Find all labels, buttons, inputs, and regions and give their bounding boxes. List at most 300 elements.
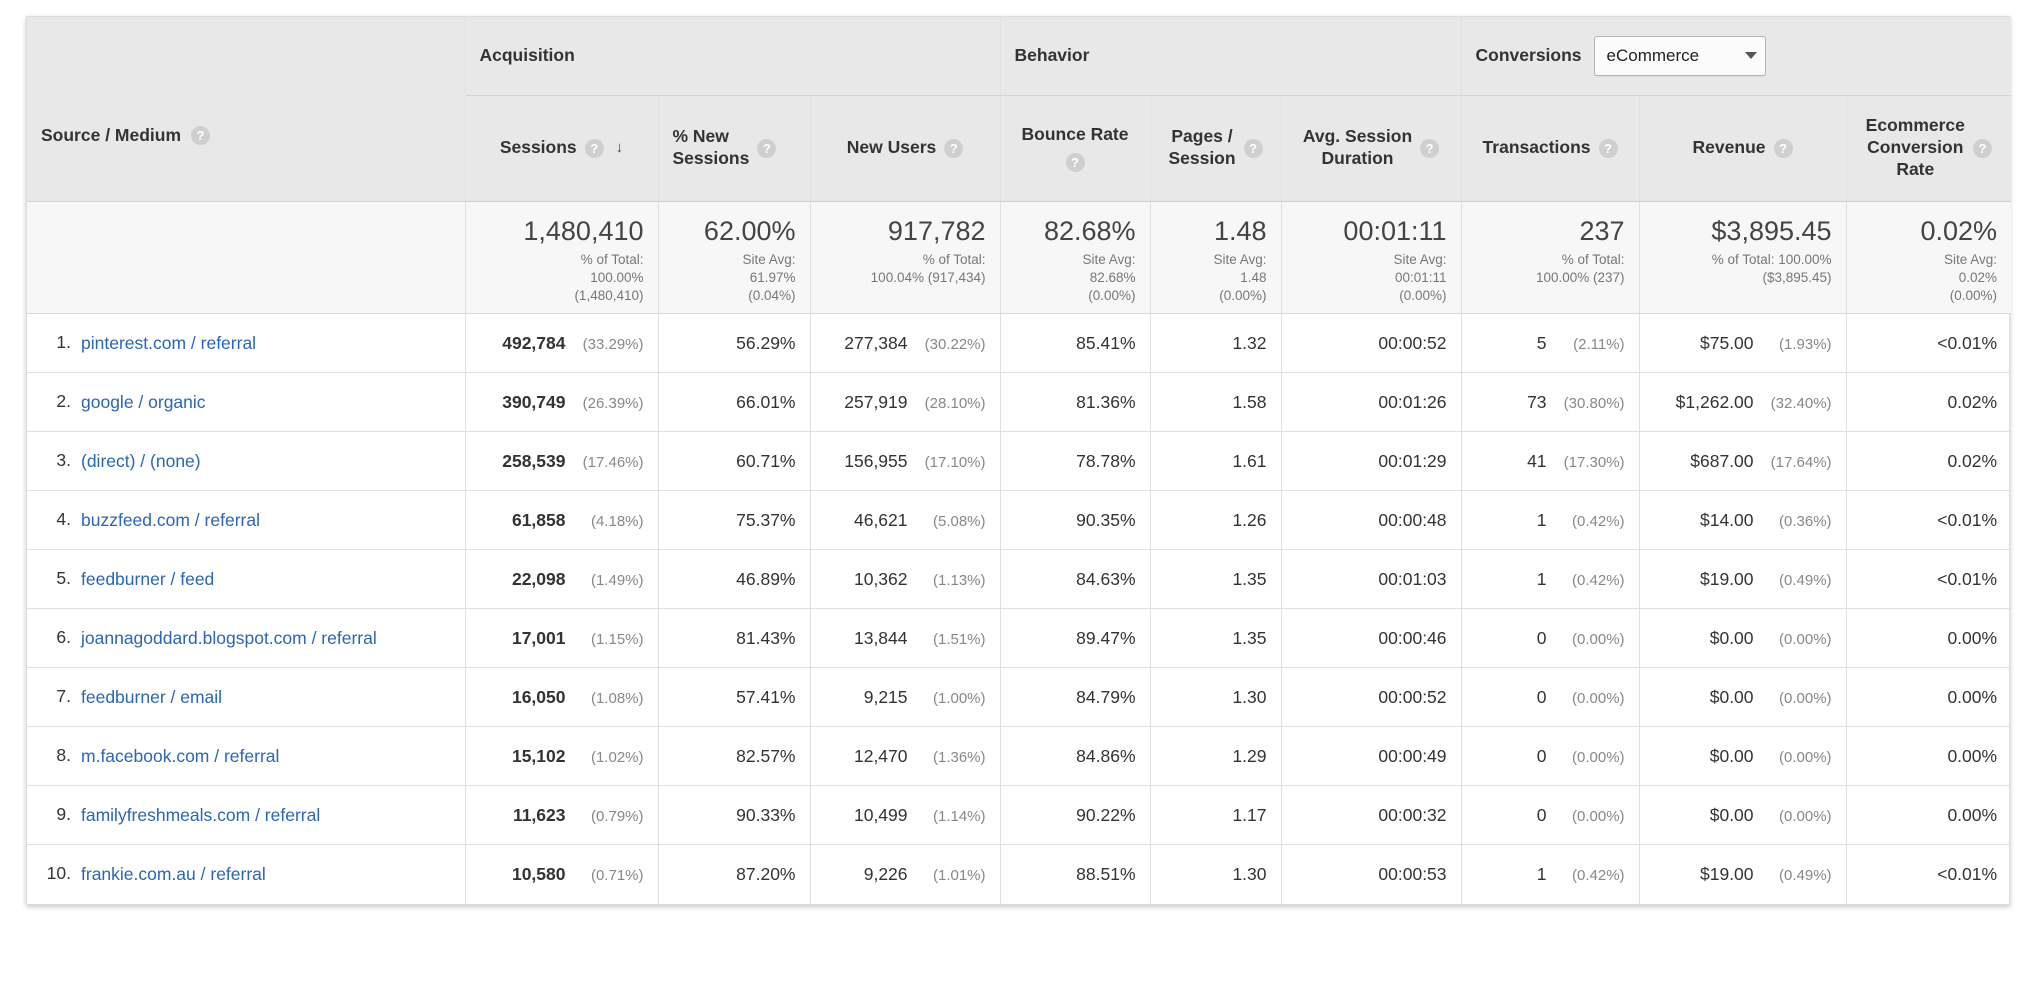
row-pages-session [1150, 373, 1281, 432]
row-revenue [1639, 432, 1846, 491]
row-revenue [1639, 550, 1846, 609]
row-sessions-value: 15,102 [511, 745, 566, 766]
row-transactions [1461, 373, 1639, 432]
row-ecommerce-conversion-rate-value: <0.01% [1937, 509, 1998, 530]
row-avg-session-duration-value: 00:00:52 [1378, 332, 1447, 353]
help-icon[interactable]: ? [191, 126, 210, 145]
row-pages-session [1150, 550, 1281, 609]
row-avg-session-duration-value: 00:00:32 [1378, 804, 1447, 825]
row-revenue-pct: (0.00%) [1779, 807, 1832, 825]
row-revenue-pct: (0.00%) [1779, 748, 1832, 766]
source-medium-link[interactable]: (direct) / (none) [81, 450, 201, 471]
summary-pages-session-value: 1.48 [1213, 215, 1267, 246]
conversions-goal-select[interactable] [1594, 36, 1766, 76]
row-bounce-rate-value: 90.35% [1076, 509, 1136, 530]
row-new-sessions [658, 786, 810, 845]
summary-new-users-value: 917,782 [887, 215, 986, 246]
row-ecommerce-conversion-rate [1846, 609, 2011, 668]
table-row [27, 786, 2011, 845]
row-bounce-rate [1000, 609, 1150, 668]
row-new-users-pct: (1.36%) [932, 748, 986, 766]
table-row [27, 550, 2011, 609]
row-bounce-rate-value: 84.79% [1076, 686, 1136, 707]
summary-row [27, 201, 2011, 314]
row-revenue [1639, 491, 1846, 550]
row-transactions-value: 0 [1536, 804, 1547, 825]
row-avg-session-duration [1281, 609, 1461, 668]
row-new-users [810, 550, 1000, 609]
row-ecommerce-conversion-rate [1846, 786, 2011, 845]
row-rank: 4. [56, 508, 71, 529]
row-transactions-pct: (0.00%) [1572, 689, 1625, 707]
summary-sessions-sub: % of Total: 100.00% (1,480,410) [574, 251, 644, 303]
row-transactions-value: 73 [1527, 391, 1547, 412]
row-source-cell [27, 609, 465, 668]
row-revenue-pct: (32.40%) [1770, 394, 1832, 412]
summary-transactions-value: 237 [1579, 215, 1625, 246]
summary-ecommerce-conversion-rate-value: 0.02% [1920, 215, 1998, 246]
row-ecommerce-conversion-rate [1846, 727, 2011, 786]
chevron-down-icon [1745, 52, 1757, 59]
source-medium-link[interactable]: feedburner / feed [81, 568, 215, 589]
summary-bounce-rate-sub: Site Avg: 82.68% (0.00%) [1082, 251, 1136, 303]
row-revenue [1639, 609, 1846, 668]
table-row [27, 668, 2011, 727]
row-rank: 1. [56, 331, 71, 352]
row-avg-session-duration [1281, 491, 1461, 550]
row-source-cell [27, 550, 465, 609]
row-new-users [810, 727, 1000, 786]
row-ecommerce-conversion-rate-value: <0.01% [1937, 332, 1998, 353]
help-icon[interactable]: ? [1774, 139, 1793, 158]
row-transactions-value: 1 [1536, 509, 1547, 530]
row-bounce-rate [1000, 314, 1150, 373]
row-new-users-pct: (30.22%) [924, 335, 986, 353]
row-ecommerce-conversion-rate [1846, 491, 2011, 550]
row-new-users-value: 257,919 [844, 391, 908, 412]
row-transactions [1461, 786, 1639, 845]
row-source-cell [27, 668, 465, 727]
row-ecommerce-conversion-rate-value: <0.01% [1937, 568, 1998, 589]
summary-revenue [1639, 201, 1846, 314]
row-avg-session-duration-value: 00:01:26 [1378, 391, 1447, 412]
row-new-sessions-value: 56.29% [736, 332, 796, 353]
row-sessions-pct: (0.71%) [590, 866, 644, 884]
row-transactions-pct: (0.00%) [1572, 748, 1625, 766]
behavior-label: Behavior [1014, 45, 1090, 66]
column-header-transactions[interactable] [1461, 95, 1639, 201]
row-ecommerce-conversion-rate [1846, 373, 2011, 432]
row-new-sessions-value: 90.33% [736, 804, 796, 825]
row-pages-session [1150, 491, 1281, 550]
row-revenue-pct: (0.36%) [1779, 512, 1832, 530]
row-transactions [1461, 609, 1639, 668]
row-new-users [810, 432, 1000, 491]
source-medium-link[interactable]: pinterest.com / referral [81, 332, 257, 353]
row-ecommerce-conversion-rate-value: 0.00% [1947, 804, 1998, 825]
row-ecommerce-conversion-rate-value: <0.01% [1937, 863, 1998, 884]
column-header-ecommerce-conversion-rate[interactable] [1846, 95, 2011, 201]
row-pages-session-value: 1.35 [1232, 568, 1267, 589]
summary-transactions-sub: % of Total: 100.00% (237) [1535, 251, 1625, 285]
row-transactions-pct: (2.11%) [1573, 335, 1625, 353]
row-transactions [1461, 491, 1639, 550]
summary-transactions [1461, 201, 1639, 314]
source-medium-link[interactable]: google / organic [81, 391, 206, 412]
row-bounce-rate-value: 90.22% [1076, 804, 1136, 825]
row-sessions-value: 492,784 [502, 332, 566, 353]
row-revenue [1639, 668, 1846, 727]
row-source-cell [27, 491, 465, 550]
row-ecommerce-conversion-rate-value: 0.00% [1947, 686, 1998, 707]
row-sessions [465, 373, 658, 432]
row-rank: 2. [56, 390, 71, 411]
row-transactions [1461, 727, 1639, 786]
source-medium-link[interactable]: buzzfeed.com / referral [81, 509, 260, 530]
row-new-users [810, 491, 1000, 550]
row-sessions [465, 668, 658, 727]
ecommerce-conversion-rate-label: Ecommerce Conversion Rate [1865, 115, 1965, 179]
source-medium-link[interactable]: familyfreshmeals.com / referral [81, 804, 321, 825]
row-bounce-rate [1000, 432, 1150, 491]
row-avg-session-duration [1281, 432, 1461, 491]
row-transactions-pct: (0.00%) [1572, 807, 1625, 825]
row-transactions [1461, 550, 1639, 609]
row-new-sessions-value: 87.20% [736, 863, 796, 884]
table-row [27, 491, 2011, 550]
row-sessions-pct: (1.08%) [590, 689, 644, 707]
row-new-sessions [658, 668, 810, 727]
source-medium-link[interactable]: frankie.com.au / referral [81, 864, 266, 885]
row-ecommerce-conversion-rate-value: 0.02% [1947, 391, 1998, 412]
summary-avg-session-duration-sub: Site Avg: 00:01:11 (0.00%) [1393, 251, 1447, 303]
row-source-cell [27, 314, 465, 373]
row-sessions-pct: (1.15%) [590, 630, 644, 648]
row-revenue-value: $0.00 [1709, 627, 1754, 648]
row-new-sessions [658, 314, 810, 373]
row-source-cell [27, 727, 465, 786]
row-revenue-pct: (0.49%) [1779, 866, 1832, 884]
table-row [27, 609, 2011, 668]
row-new-sessions [658, 373, 810, 432]
row-bounce-rate-value: 78.78% [1076, 450, 1136, 471]
row-transactions-value: 1 [1536, 568, 1547, 589]
row-new-users [810, 373, 1000, 432]
help-icon[interactable]: ? [1599, 139, 1618, 158]
row-revenue [1639, 786, 1846, 845]
new-users-label: New Users [846, 137, 937, 158]
row-bounce-rate-value: 81.36% [1076, 391, 1136, 412]
row-new-sessions-value: 57.41% [736, 686, 796, 707]
column-header-avg-session-duration[interactable] [1281, 95, 1461, 201]
row-sessions-value: 258,539 [502, 450, 566, 471]
revenue-label: Revenue [1692, 137, 1766, 158]
summary-avg-session-duration-value: 00:01:11 [1343, 215, 1447, 246]
row-sessions [465, 727, 658, 786]
row-revenue-value: $0.00 [1709, 804, 1754, 825]
row-new-sessions [658, 609, 810, 668]
source-medium-link[interactable]: m.facebook.com / referral [81, 745, 280, 766]
summary-new-users [810, 201, 1000, 314]
row-new-sessions [658, 550, 810, 609]
row-revenue-pct: (0.00%) [1779, 630, 1832, 648]
summary-new-sessions-sub: Site Avg: 61.97% (0.04%) [742, 251, 796, 303]
source-medium-link[interactable]: joannagoddard.blogspot.com / referral [81, 627, 377, 648]
summary-avg-session-duration [1281, 201, 1461, 314]
column-header-new-sessions[interactable] [658, 95, 810, 201]
row-new-users-value: 9,215 [863, 686, 908, 707]
row-transactions-pct: (0.42%) [1572, 571, 1625, 589]
sort-desc-icon[interactable]: ↓ [615, 138, 624, 156]
table-row [27, 727, 2011, 786]
row-new-users-value: 156,955 [844, 450, 908, 471]
row-pages-session-value: 1.32 [1232, 332, 1267, 353]
row-transactions-value: 0 [1536, 745, 1547, 766]
row-new-users-pct: (1.13%) [932, 571, 986, 589]
row-source-cell [27, 845, 465, 904]
row-ecommerce-conversion-rate-value: 0.00% [1947, 745, 1998, 766]
row-sessions-value: 10,580 [511, 863, 566, 884]
row-avg-session-duration [1281, 786, 1461, 845]
row-transactions-pct: (0.42%) [1572, 512, 1625, 530]
row-pages-session [1150, 786, 1281, 845]
row-revenue-pct: (0.49%) [1779, 571, 1832, 589]
row-sessions-pct: (0.79%) [590, 807, 644, 825]
summary-new-users-sub: % of Total: 100.04% (917,434) [870, 251, 986, 285]
row-pages-session-value: 1.58 [1232, 391, 1267, 412]
row-revenue [1639, 727, 1846, 786]
row-avg-session-duration [1281, 314, 1461, 373]
row-rank: 5. [56, 567, 71, 588]
row-sessions [465, 314, 658, 373]
summary-pages-session [1150, 201, 1281, 314]
summary-sessions [465, 201, 658, 314]
row-rank: 7. [56, 685, 71, 706]
summary-pages-session-sub: Site Avg: 1.48 (0.00%) [1213, 251, 1267, 303]
row-transactions [1461, 314, 1639, 373]
row-sessions-value: 390,749 [502, 391, 566, 412]
summary-revenue-sub: % of Total: 100.00% ($3,895.45) [1711, 251, 1832, 285]
conversions-goal-selected-value: eCommerce [1606, 45, 1700, 65]
row-sessions [465, 845, 658, 904]
summary-sessions-value: 1,480,410 [523, 215, 644, 246]
row-bounce-rate [1000, 845, 1150, 904]
row-new-users [810, 314, 1000, 373]
row-new-sessions [658, 727, 810, 786]
row-bounce-rate [1000, 668, 1150, 727]
avg-session-duration-label: Avg. Session Duration [1302, 126, 1413, 168]
summary-new-sessions [658, 201, 810, 314]
summary-ecommerce-conversion-rate [1846, 201, 2011, 314]
row-transactions-value: 5 [1536, 332, 1547, 353]
transactions-label: Transactions [1482, 137, 1591, 158]
row-new-users-pct: (28.10%) [924, 394, 986, 412]
row-revenue-value: $0.00 [1709, 686, 1754, 707]
row-transactions-value: 1 [1536, 863, 1547, 884]
pages-session-label: Pages / Session [1168, 126, 1236, 168]
row-sessions [465, 550, 658, 609]
row-transactions-pct: (17.30%) [1563, 453, 1625, 471]
row-sessions-pct: (1.02%) [590, 748, 644, 766]
row-new-sessions-value: 81.43% [736, 627, 796, 648]
row-new-users-value: 46,621 [853, 509, 908, 530]
source-medium-link[interactable]: feedburner / email [81, 686, 223, 707]
row-sessions [465, 786, 658, 845]
row-new-sessions-value: 46.89% [736, 568, 796, 589]
row-source-cell [27, 786, 465, 845]
table-row [27, 373, 2011, 432]
row-new-sessions-value: 82.57% [736, 745, 796, 766]
row-new-users [810, 609, 1000, 668]
row-pages-session-value: 1.30 [1232, 863, 1267, 884]
row-bounce-rate [1000, 786, 1150, 845]
bounce-rate-label: Bounce Rate [1021, 123, 1129, 144]
row-new-users-pct: (1.51%) [932, 630, 986, 648]
row-revenue-value: $1,262.00 [1675, 391, 1754, 412]
row-rank: 3. [56, 449, 71, 470]
row-pages-session [1150, 727, 1281, 786]
row-new-sessions [658, 491, 810, 550]
row-sessions-value: 17,001 [511, 627, 566, 648]
row-pages-session-value: 1.35 [1232, 627, 1267, 648]
row-avg-session-duration [1281, 373, 1461, 432]
column-header-sessions[interactable] [465, 95, 658, 201]
column-header-bounce-rate[interactable] [1000, 95, 1150, 201]
row-revenue-pct: (0.00%) [1779, 689, 1832, 707]
row-revenue-value: $75.00 [1700, 332, 1754, 353]
row-rank: 6. [56, 626, 71, 647]
help-icon[interactable]: ? [585, 139, 604, 158]
row-transactions-pct: (0.42%) [1572, 866, 1625, 884]
row-bounce-rate [1000, 373, 1150, 432]
help-icon[interactable]: ? [944, 139, 963, 158]
row-new-users-pct: (1.01%) [932, 866, 986, 884]
row-bounce-rate [1000, 550, 1150, 609]
source-medium-table [27, 17, 2011, 904]
row-new-users-value: 9,226 [863, 863, 908, 884]
help-icon[interactable]: ? [1420, 139, 1439, 158]
row-revenue-pct: (1.93%) [1779, 335, 1832, 353]
row-new-users-pct: (1.14%) [932, 807, 986, 825]
row-revenue-value: $19.00 [1700, 568, 1754, 589]
row-source-cell [27, 432, 465, 491]
row-bounce-rate-value: 89.47% [1076, 627, 1136, 648]
row-new-users-value: 10,499 [853, 804, 908, 825]
row-sessions-value: 11,623 [512, 804, 566, 825]
row-new-users-value: 277,384 [844, 332, 908, 353]
row-new-sessions [658, 432, 810, 491]
row-new-users [810, 845, 1000, 904]
row-pages-session-value: 1.61 [1232, 450, 1267, 471]
help-icon[interactable]: ? [1973, 139, 1992, 158]
row-revenue-value: $687.00 [1690, 450, 1754, 471]
column-header-source-medium[interactable] [27, 17, 465, 201]
row-bounce-rate-value: 84.63% [1076, 568, 1136, 589]
row-transactions [1461, 432, 1639, 491]
row-avg-session-duration-value: 00:01:03 [1378, 568, 1447, 589]
conversions-label: Conversions [1475, 45, 1582, 66]
summary-revenue-value: $3,895.45 [1711, 215, 1832, 246]
summary-bounce-rate [1000, 201, 1150, 314]
row-rank: 8. [56, 744, 71, 765]
row-sessions [465, 432, 658, 491]
row-transactions [1461, 845, 1639, 904]
group-header-behavior [1000, 17, 1461, 95]
row-new-users-pct: (5.08%) [932, 512, 986, 530]
group-header-row [27, 17, 2011, 95]
row-new-sessions-value: 75.37% [736, 509, 796, 530]
column-header-new-users[interactable] [810, 95, 1000, 201]
analytics-report-table-panel [26, 16, 2010, 905]
row-new-sessions-value: 66.01% [736, 391, 796, 412]
help-icon[interactable]: ? [757, 139, 776, 158]
row-avg-session-duration [1281, 668, 1461, 727]
row-ecommerce-conversion-rate-value: 0.00% [1947, 627, 1998, 648]
row-avg-session-duration [1281, 727, 1461, 786]
row-ecommerce-conversion-rate [1846, 668, 2011, 727]
row-sessions-value: 16,050 [511, 686, 566, 707]
row-new-users-pct: (1.00%) [932, 689, 986, 707]
column-header-pages-session[interactable] [1150, 95, 1281, 201]
row-revenue-value: $0.00 [1709, 745, 1754, 766]
row-revenue [1639, 845, 1846, 904]
row-bounce-rate-value: 84.86% [1076, 745, 1136, 766]
row-sessions-pct: (17.46%) [582, 453, 644, 471]
table-row [27, 845, 2011, 904]
new-sessions-label: % New Sessions [672, 126, 750, 168]
row-new-sessions [658, 845, 810, 904]
row-new-users-value: 10,362 [853, 568, 908, 589]
row-ecommerce-conversion-rate [1846, 550, 2011, 609]
row-pages-session [1150, 609, 1281, 668]
row-ecommerce-conversion-rate [1846, 314, 2011, 373]
row-sessions-pct: (33.29%) [582, 335, 644, 353]
row-new-users-value: 13,844 [853, 627, 908, 648]
row-transactions-pct: (30.80%) [1563, 394, 1625, 412]
table-row [27, 432, 2011, 491]
row-revenue-pct: (17.64%) [1770, 453, 1832, 471]
row-avg-session-duration-value: 00:00:49 [1378, 745, 1447, 766]
help-icon[interactable]: ? [1066, 153, 1085, 172]
row-transactions-value: 0 [1536, 627, 1547, 648]
row-source-cell [27, 373, 465, 432]
row-pages-session-value: 1.29 [1232, 745, 1267, 766]
row-avg-session-duration-value: 00:00:46 [1378, 627, 1447, 648]
column-header-revenue[interactable] [1639, 95, 1846, 201]
row-bounce-rate-value: 88.51% [1076, 863, 1136, 884]
row-avg-session-duration-value: 00:01:29 [1378, 450, 1447, 471]
source-medium-label: Source / Medium [41, 125, 182, 146]
row-pages-session-value: 1.30 [1232, 686, 1267, 707]
row-avg-session-duration-value: 00:00:52 [1378, 686, 1447, 707]
row-sessions-pct: (26.39%) [582, 394, 644, 412]
row-sessions-pct: (4.18%) [590, 512, 644, 530]
row-new-users-pct: (17.10%) [924, 453, 986, 471]
row-sessions-value: 22,098 [511, 568, 566, 589]
row-ecommerce-conversion-rate [1846, 432, 2011, 491]
row-avg-session-duration-value: 00:00:53 [1378, 863, 1447, 884]
row-sessions-value: 61,858 [511, 509, 566, 530]
row-sessions [465, 609, 658, 668]
row-revenue [1639, 373, 1846, 432]
row-pages-session-value: 1.26 [1232, 509, 1267, 530]
row-sessions-pct: (1.49%) [590, 571, 644, 589]
help-icon[interactable]: ? [1244, 139, 1263, 158]
row-transactions-value: 0 [1536, 686, 1547, 707]
row-avg-session-duration-value: 00:00:48 [1378, 509, 1447, 530]
row-rank: 10. [46, 863, 71, 884]
row-revenue-value: $14.00 [1700, 509, 1754, 530]
